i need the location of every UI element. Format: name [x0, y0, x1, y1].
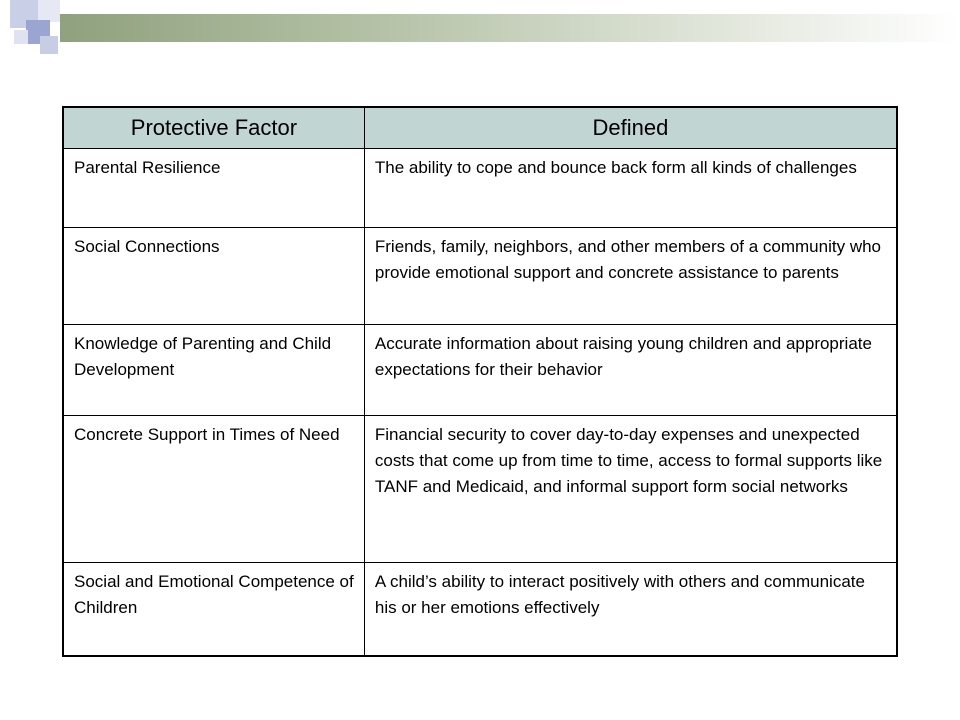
header-gradient-bar [60, 14, 960, 42]
factor-cell: Social and Emotional Competence of Children [63, 563, 364, 657]
definition-cell: Friends, family, neighbors, and other members of a community who provide emotional support and concrete assistance to parents [364, 228, 897, 325]
factor-cell: Social Connections [63, 228, 364, 325]
table-row [63, 416, 897, 563]
header-protective-factor: Protective Factor [63, 107, 364, 149]
table-row [63, 149, 897, 228]
definition-cell: Financial security to cover day-to-day expenses and unexpected costs that come up from time to time, access to formal supports like TANF and Medicaid, and informal support form social networks [364, 416, 897, 563]
header-defined: Defined [364, 107, 897, 149]
table-header-row [63, 107, 897, 149]
factor-cell: Knowledge of Parenting and Child Development [63, 325, 364, 416]
protective-factors-table [62, 106, 898, 657]
definition-cell: The ability to cope and bounce back form all kinds of challenges [364, 149, 897, 228]
decor-square [40, 36, 58, 54]
table-row [63, 228, 897, 325]
definition-cell: A child’s ability to interact positively with others and communicate his or her emotions effectively [364, 563, 897, 657]
decor-square [38, 0, 60, 22]
definition-cell: Accurate information about raising young children and appropriate expectations for their behavior [364, 325, 897, 416]
factor-cell: Concrete Support in Times of Need [63, 416, 364, 563]
table-row [63, 563, 897, 657]
factor-cell: Parental Resilience [63, 149, 364, 228]
table-row [63, 325, 897, 416]
decor-square [14, 30, 28, 44]
